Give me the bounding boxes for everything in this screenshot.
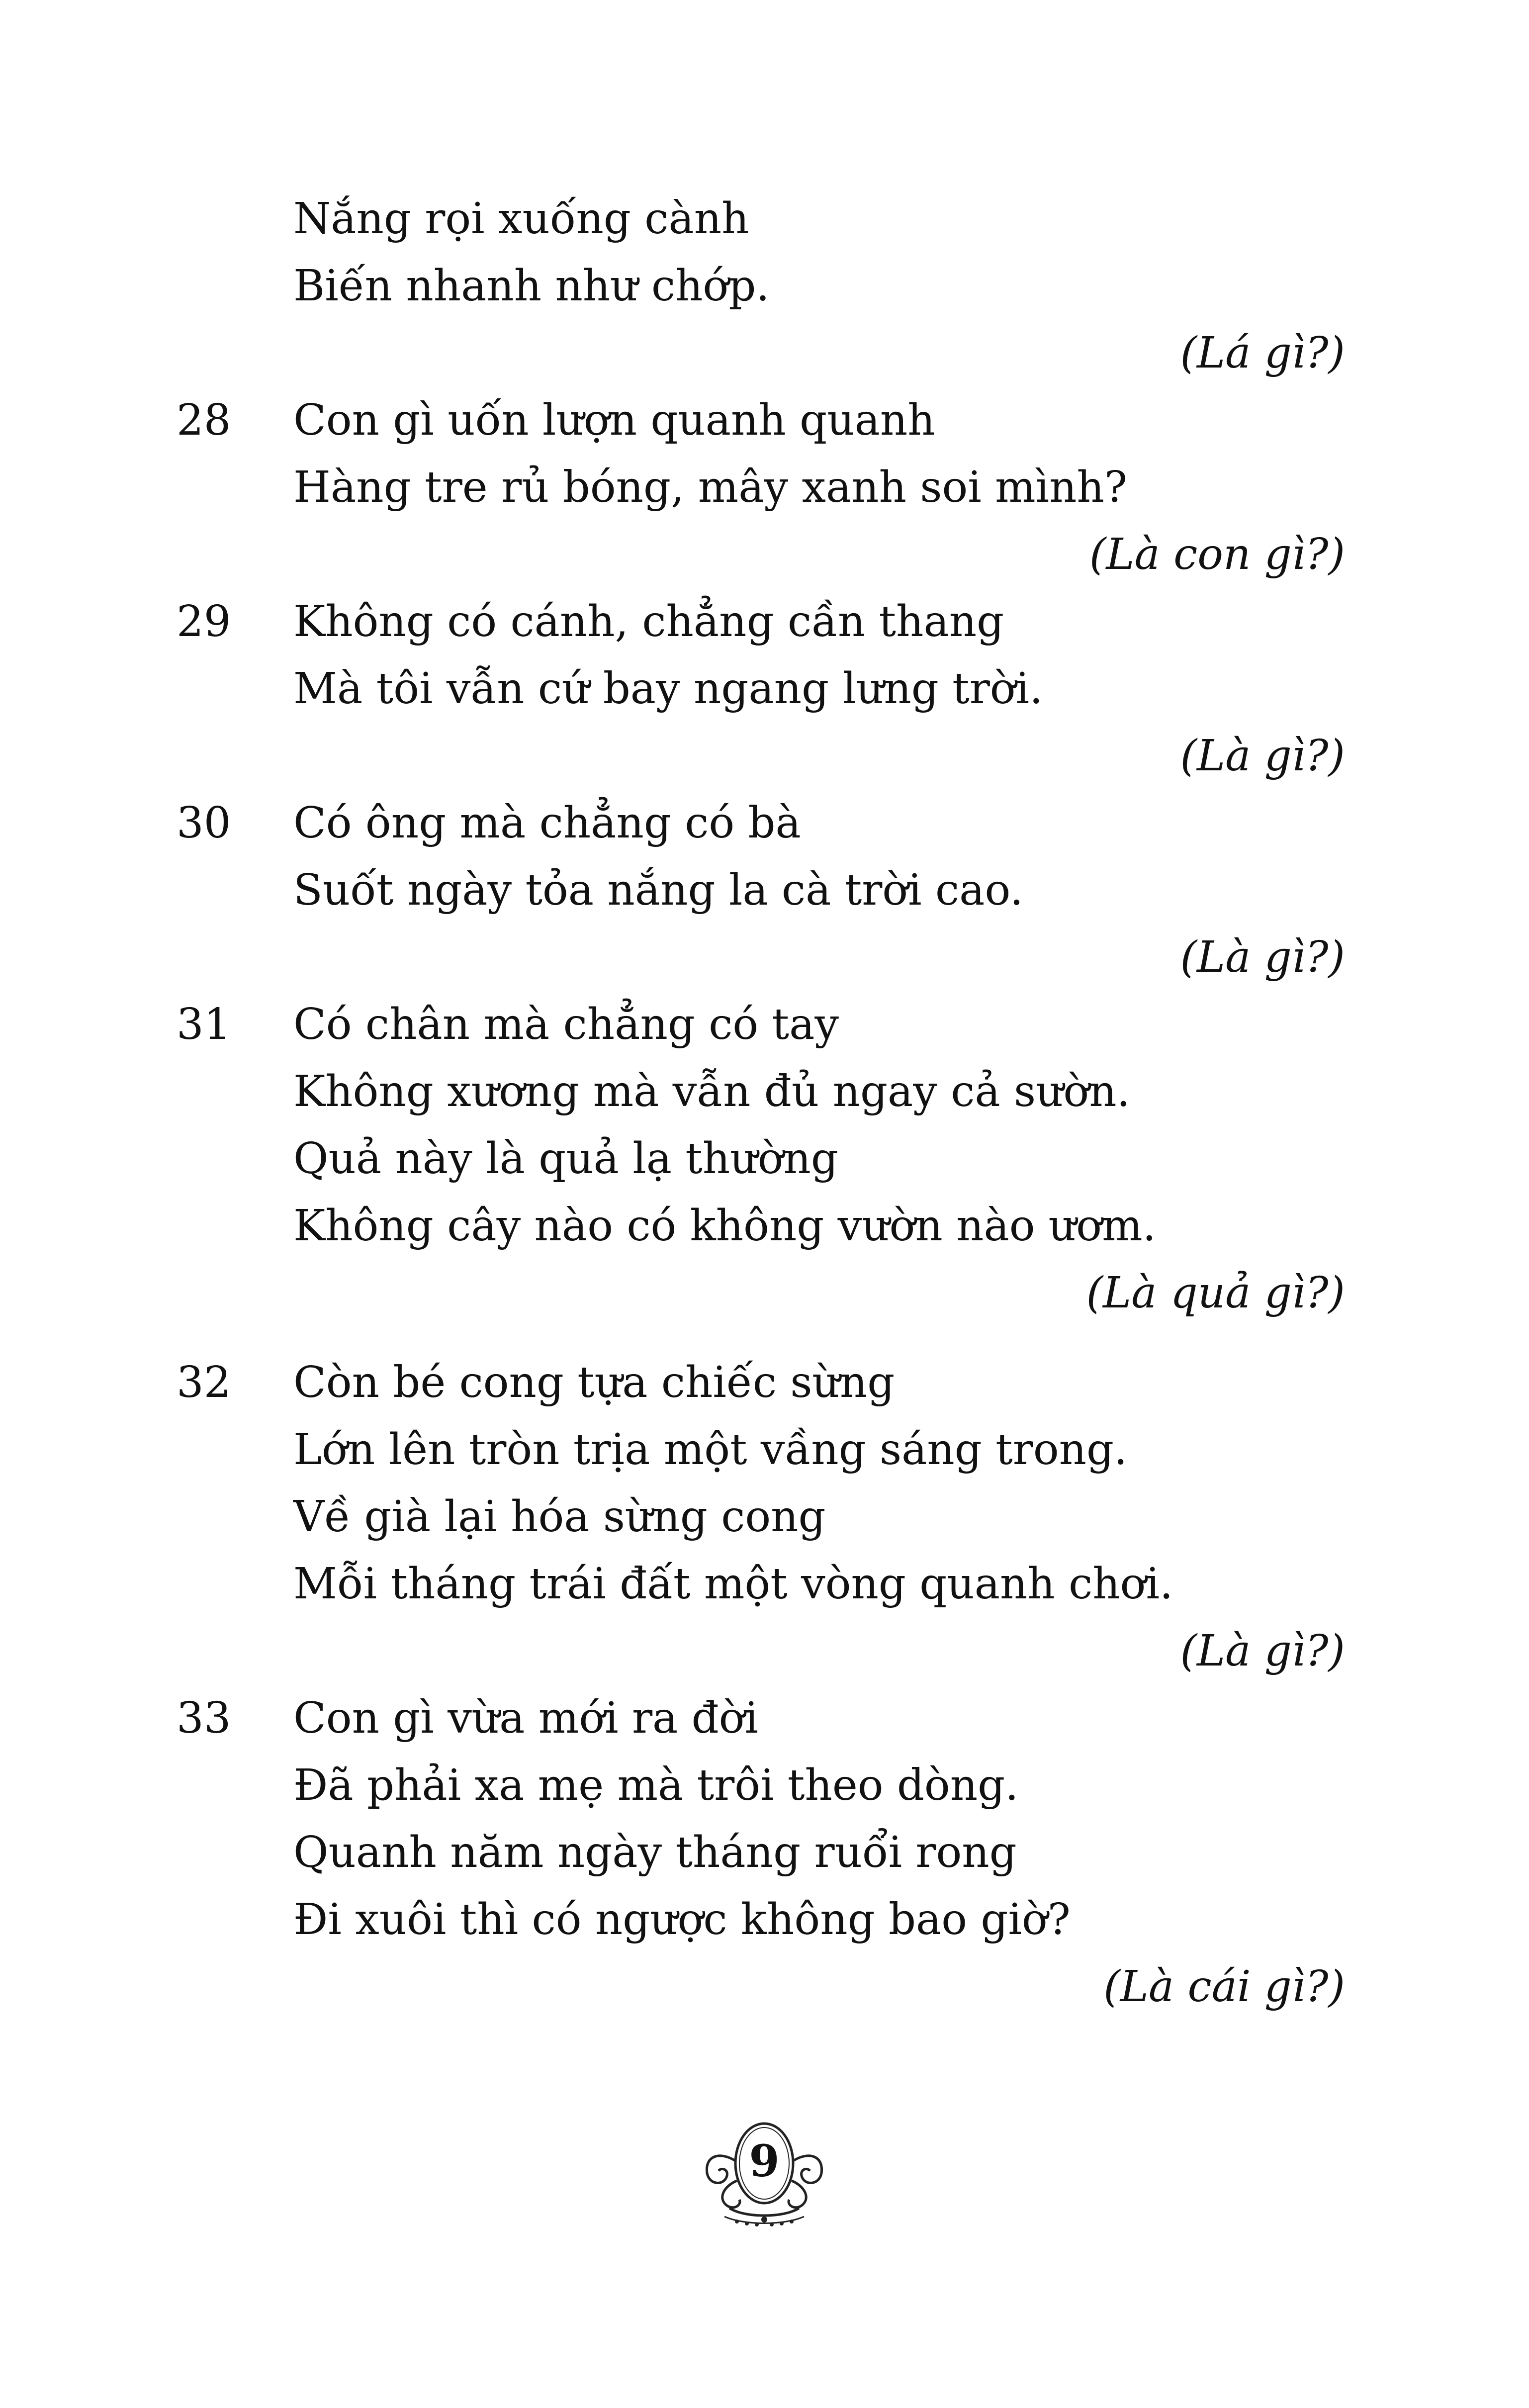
- intro-line: Biến nhanh như chớp.: [293, 261, 770, 311]
- riddle-number: 32: [177, 1358, 231, 1407]
- riddle-number: 31: [177, 1000, 231, 1049]
- riddle-line: Suốt ngày tỏa nắng la cà trời cao.: [293, 865, 1024, 915]
- riddle-line: Mà tôi vẫn cứ bay ngang lưng trời.: [293, 664, 1043, 714]
- riddle-line: Lớn lên tròn trịa một vầng sáng trong.: [293, 1425, 1128, 1475]
- riddle-answer: (Là con gì?): [1089, 530, 1345, 579]
- riddle-answer: (Là quả gì?): [1086, 1268, 1345, 1318]
- riddle-number: 29: [177, 597, 231, 647]
- riddle-line: Có ông mà chẳng có bà: [293, 798, 801, 848]
- intro-answer: (Lá gì?): [1180, 328, 1345, 378]
- riddle-line: Con gì uốn lượn quanh quanh: [293, 395, 935, 445]
- riddle-line: Không cây nào có không vườn nào ươm.: [293, 1201, 1156, 1251]
- riddle-number: 28: [177, 395, 231, 445]
- riddle-line: Đi xuôi thì có ngược không bao giờ?: [293, 1895, 1071, 1945]
- intro-line: Nắng rọi xuống cành: [293, 194, 749, 244]
- riddle-line: Hàng tre rủ bóng, mây xanh soi mình?: [293, 463, 1128, 512]
- riddle-line: Không xương mà vẫn đủ ngay cả sườn.: [293, 1067, 1131, 1116]
- riddle-line: Đã phải xa mẹ mà trôi theo dòng.: [293, 1760, 1019, 1810]
- riddle-number: 33: [177, 1693, 231, 1743]
- riddle-answer: (Là cái gì?): [1103, 1962, 1345, 2012]
- riddle-line: Mỗi tháng trái đất một vòng quanh chơi.: [293, 1559, 1173, 1609]
- riddle-line: Không có cánh, chẳng cần thang: [293, 597, 1004, 647]
- riddle-answer: (Là gì?): [1180, 932, 1345, 982]
- riddle-line: Quả này là quả lạ thường: [293, 1134, 838, 1184]
- riddle-line: Về già lại hóa sừng cong: [293, 1492, 826, 1542]
- riddle-line: Quanh năm ngày tháng ruổi rong: [293, 1828, 1017, 1877]
- page-number: 9: [749, 2135, 780, 2187]
- riddle-answer: (Là gì?): [1180, 1626, 1345, 1676]
- riddle-line: Con gì vừa mới ra đời: [293, 1693, 758, 1743]
- riddle-answer: (Là gì?): [1180, 731, 1345, 781]
- riddle-line: Có chân mà chẳng có tay: [293, 1000, 839, 1049]
- riddle-number: 30: [177, 798, 231, 848]
- riddle-line: Còn bé cong tựa chiếc sừng: [293, 1358, 895, 1407]
